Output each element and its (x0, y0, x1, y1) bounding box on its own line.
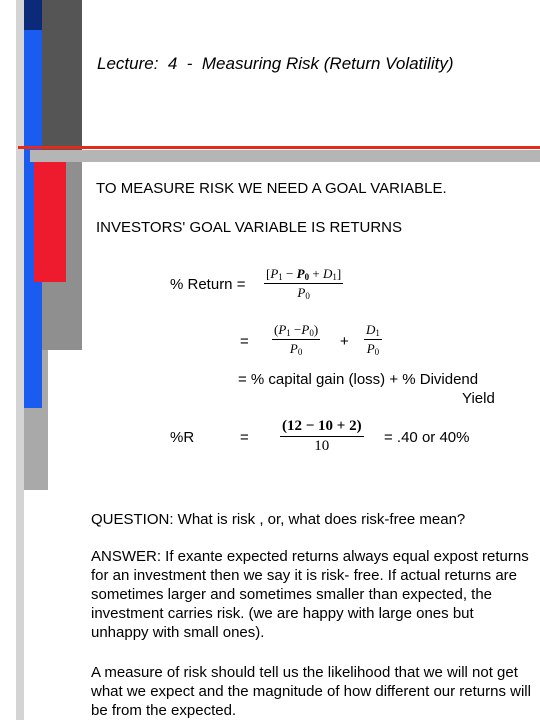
measure-paragraph: A measure of risk should tell us the likelihood that we will not get what we expect and the magnitude of how different our returns will be from the expected. (91, 664, 531, 719)
decor-rule-red (18, 146, 540, 149)
plus-sign: + (340, 333, 349, 350)
r-label: %R (170, 429, 195, 446)
return-label: % Return = (170, 276, 246, 293)
capital-gain-text: = % capital gain (loss) + % Dividend (238, 371, 479, 388)
return-fraction-numerator: $[P_1 - P_0 + D_1]$ (266, 266, 342, 282)
example-denominator: 10 (314, 438, 330, 454)
example-fraction (280, 418, 364, 455)
equals-sign-3: = (240, 429, 249, 446)
dividend-denominator: $P_0$ (366, 341, 380, 357)
goal-line: TO MEASURE RISK WE NEED A GOAL VARIABLE. (96, 180, 447, 197)
capital-gain-fraction (272, 322, 320, 357)
example-numerator: (12 − 10 + 2) (280, 418, 364, 437)
decor-rule-gray (30, 150, 540, 162)
decor-bar-navy (24, 0, 42, 30)
equals-sign-2: = (240, 333, 249, 350)
return-fraction (264, 266, 343, 301)
yield-text: Yield (462, 390, 495, 407)
example-result: = .40 or 40% (384, 429, 470, 446)
dividend-fraction (364, 322, 382, 357)
slide-title: Lecture: 4 - Measuring Risk (Return Volatility) (97, 54, 454, 73)
investors-line: INVESTORS' GOAL VARIABLE IS RETURNS (96, 219, 402, 236)
dividend-numerator: $D_1$ (366, 322, 380, 338)
capital-gain-denominator: $P_0$ (289, 341, 303, 357)
answer-paragraph: ANSWER: If exante expected returns always equal expost returns for an investment then we say it is risk- free. If actual returns are sometimes larger and sometimes smaller than expected, the investment carries risk. (we are happy with large ones but unhappy with small ones). (91, 548, 529, 641)
return-fraction-denominator: $P_0$ (297, 285, 310, 301)
question-paragraph: QUESTION: What is risk , or, what does risk-free mean? (91, 511, 466, 528)
decor-bar-dark-gray (42, 0, 82, 150)
decor-bar-light-gray (16, 0, 24, 720)
decor-bar-red (34, 162, 66, 282)
capital-gain-numerator: $(P_1 -P_0)$ (274, 322, 319, 338)
